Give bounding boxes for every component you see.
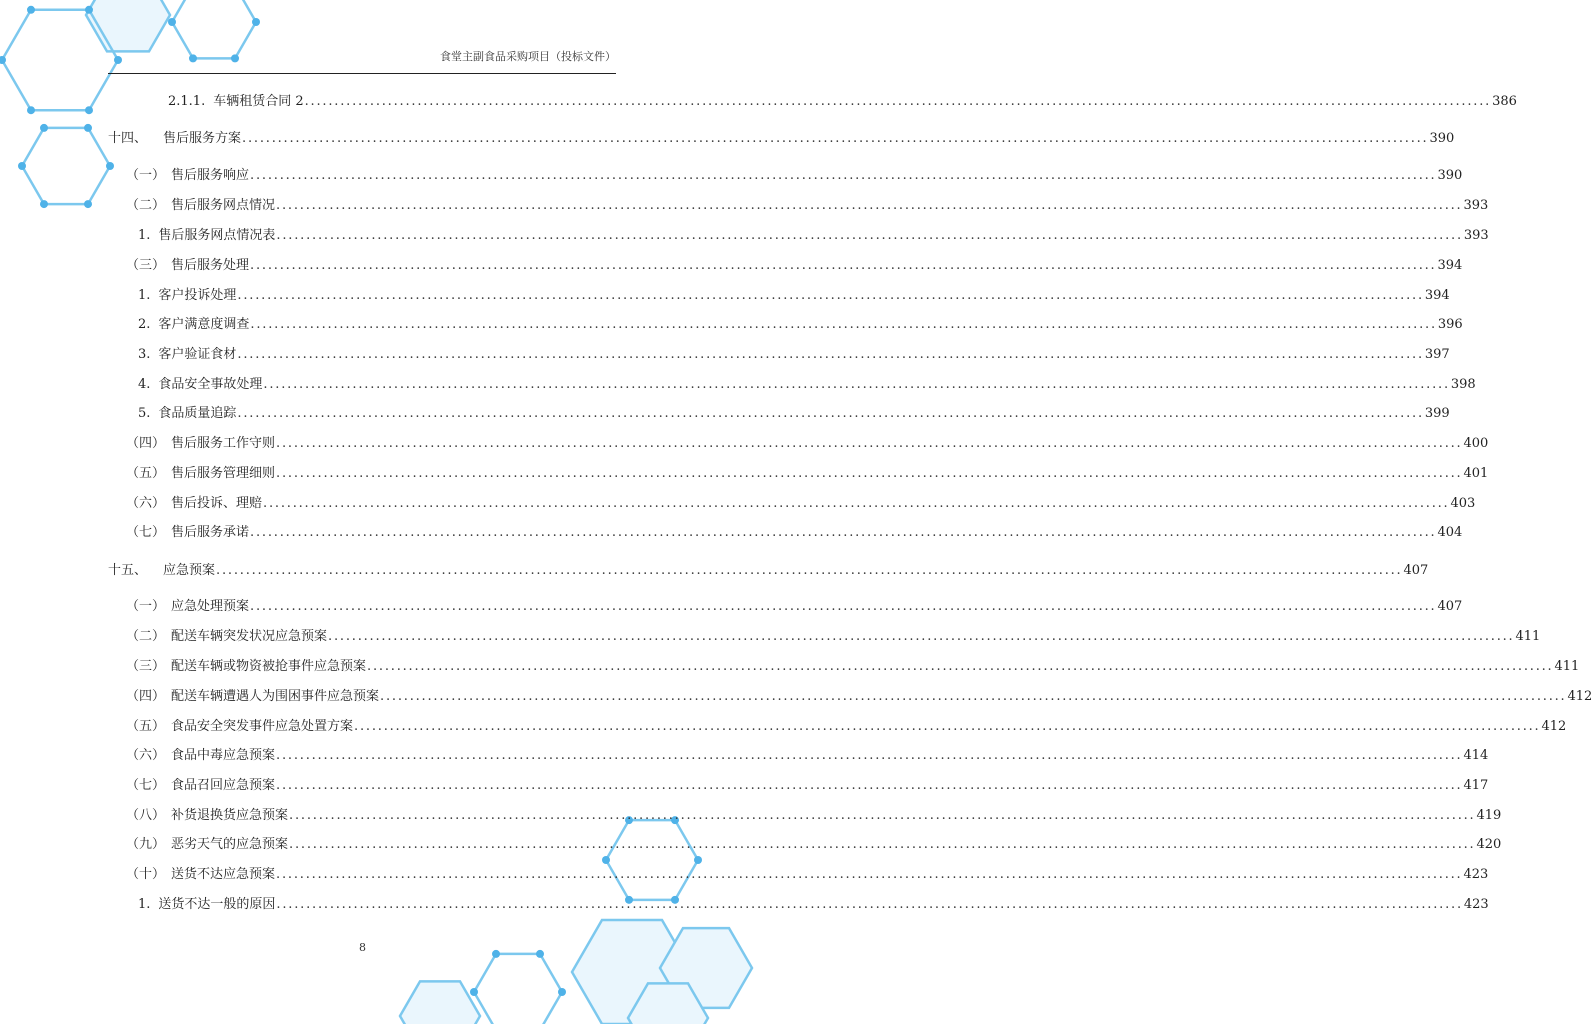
hexagon-node-dot [0, 56, 6, 64]
hexagon-node-dot [168, 18, 176, 26]
toc-dot-leader: ........................................................................................................................................................................................................ [380, 689, 1567, 704]
toc-entry[interactable] [126, 598, 1463, 616]
toc-entry-number: 1. [138, 228, 151, 243]
toc-entry-title: 售后投诉、理赔 [171, 496, 263, 511]
toc-entry-number: （一） [126, 168, 166, 183]
toc-entry[interactable] [126, 718, 1567, 736]
toc-entry-page: 394 [1437, 258, 1463, 273]
toc-dot-leader: ........................................................................................................................................................................................................ [250, 317, 1437, 332]
toc-entry-title: 售后服务管理细则 [171, 466, 276, 481]
toc-entry-number: （七） [126, 525, 166, 540]
toc-entry-page: 407 [1403, 563, 1429, 578]
toc-entry-title: 食品安全事故处理 [158, 377, 263, 392]
toc-entry-number: （三） [126, 659, 166, 674]
toc-entry[interactable] [126, 167, 1463, 185]
toc-dot-leader: ........................................................................................................................................................................................................ [354, 719, 1541, 734]
toc-dot-leader: ........................................................................................................................................................................................................ [250, 168, 1437, 183]
toc-entry[interactable] [126, 658, 1580, 676]
toc-entry-page: 390 [1429, 131, 1455, 146]
toc-entry-title: 客户投诉处理 [158, 288, 237, 303]
hexagon-node-dot [18, 162, 26, 170]
hexagon-node-dot [40, 124, 48, 132]
toc-dot-leader: ........................................................................................................................................................................................................ [250, 599, 1437, 614]
toc-entry[interactable] [138, 346, 1450, 364]
toc-entry-page: 396 [1437, 317, 1463, 332]
toc-entry-title: 售后服务方案 [163, 131, 242, 146]
hexagon-shape [474, 954, 562, 1024]
toc-entry-title: 配送车辆突发状况应急预案 [171, 629, 328, 644]
hexagon-node-dot [85, 106, 93, 114]
toc-dot-leader: ........................................................................................................................................................................................................ [289, 808, 1476, 823]
toc-entry[interactable] [126, 197, 1489, 215]
toc-entry-title: 售后服务网点情况 [171, 198, 276, 213]
toc-entry-page: 394 [1424, 288, 1450, 303]
toc-entry[interactable] [126, 524, 1463, 542]
toc-entry-title: 恶劣天气的应急预案 [171, 837, 289, 852]
toc-entry-page: 400 [1463, 436, 1489, 451]
toc-entry-page: 420 [1476, 837, 1502, 852]
toc-entry[interactable] [138, 896, 1489, 914]
toc-entry-page: 423 [1463, 897, 1489, 912]
toc-entry-number: （四） [126, 436, 166, 451]
toc-dot-leader: ........................................................................................................................................................................................................ [237, 347, 1424, 362]
page-header: 食堂主副食品采购项目（投标文件） [440, 50, 616, 63]
toc-entry[interactable] [168, 93, 1517, 111]
toc-entry-page: 412 [1541, 719, 1567, 734]
toc-entry-title: 售后服务响应 [171, 168, 250, 183]
toc-entry[interactable] [126, 807, 1502, 825]
toc-entry-page: 411 [1554, 659, 1580, 674]
toc-entry-number: 1. [138, 288, 151, 303]
toc-dot-leader: ........................................................................................................................................................................................................ [328, 629, 1515, 644]
hexagon-node-dot [84, 200, 92, 208]
toc-entry-title: 送货不达一般的原因 [158, 897, 276, 912]
toc-entry-number: （三） [126, 258, 166, 273]
hexagon-node-dot [27, 6, 35, 14]
toc-entry-number: （一） [126, 599, 166, 614]
toc-dot-leader: ........................................................................................................................................................................................................ [367, 659, 1554, 674]
toc-dot-leader: ........................................................................................................................................................................................................ [263, 377, 1450, 392]
toc-entry-page: 423 [1463, 867, 1489, 882]
toc-entry-title: 车辆租赁合同 2 [213, 94, 304, 109]
toc-entry-title: 售后服务处理 [171, 258, 250, 273]
toc-entry-page: 393 [1463, 228, 1489, 243]
toc-entry-number: （二） [126, 629, 166, 644]
hexagon-node-dot [85, 6, 93, 14]
toc-entry-number: （六） [126, 748, 166, 763]
toc-entry-title: 食品中毒应急预案 [171, 748, 276, 763]
toc-dot-leader: ........................................................................................................................................................................................................ [276, 466, 1463, 481]
toc-entry[interactable] [138, 287, 1450, 305]
toc-entry[interactable] [138, 316, 1463, 334]
hexagon-node-dot [40, 200, 48, 208]
toc-entry-number: （七） [126, 778, 166, 793]
toc-entry-number: 十五、 [108, 563, 148, 578]
toc-entry-title: 配送车辆或物资被抢事件应急预案 [171, 659, 367, 674]
toc-dot-leader: ........................................................................................................................................................................................................ [276, 778, 1463, 793]
toc-entry[interactable] [126, 435, 1489, 453]
toc-entry[interactable] [138, 405, 1450, 423]
toc-dot-leader: ........................................................................................................................................................................................................ [276, 228, 1463, 243]
toc-entry-page: 407 [1437, 599, 1463, 614]
toc-dot-leader: ........................................................................................................................................................................................................ [237, 406, 1424, 421]
header-rule [108, 73, 616, 74]
toc-entry-number: 十四、 [108, 131, 148, 146]
toc-entry[interactable] [126, 747, 1489, 765]
toc-entry-title: 售后服务承诺 [171, 525, 250, 540]
toc-entry-title: 售后服务网点情况表 [158, 228, 276, 243]
toc-entry-title: 应急处理预案 [171, 599, 250, 614]
toc-dot-leader: ........................................................................................................................................................................................................ [304, 94, 1492, 109]
hexagon-shape [606, 820, 698, 900]
page-number: 8 [359, 941, 366, 954]
toc-entry-page: 386 [1492, 94, 1517, 109]
toc-dot-leader: ........................................................................................................................................................................................................ [289, 837, 1476, 852]
toc-entry-number: 4. [138, 377, 151, 392]
toc-entry-number: （十） [126, 867, 166, 882]
toc-dot-leader: ........................................................................................................................................................................................................ [216, 563, 1403, 578]
toc-entry[interactable] [138, 376, 1476, 394]
toc-entry[interactable] [126, 688, 1592, 706]
hexagon-node-dot [602, 856, 610, 864]
toc-entry-page: 412 [1567, 689, 1592, 704]
toc-entry-number: 1. [138, 897, 151, 912]
hexagon-shape [22, 128, 110, 204]
toc-entry-title: 补货退换货应急预案 [171, 808, 289, 823]
toc-entry[interactable] [138, 227, 1489, 245]
toc-entry[interactable] [126, 836, 1502, 854]
toc-dot-leader: ........................................................................................................................................................................................................ [276, 867, 1463, 882]
toc-entry-page: 393 [1463, 198, 1489, 213]
toc-entry[interactable] [126, 257, 1463, 275]
toc-entry[interactable] [108, 562, 1429, 580]
toc-entry-number: 2. [138, 317, 151, 332]
toc-entry-title: 食品质量追踪 [158, 406, 237, 421]
toc-entry-page: 404 [1437, 525, 1463, 540]
hexagon-shape [400, 981, 480, 1024]
toc-entry[interactable] [126, 628, 1541, 646]
toc-dot-leader: ........................................................................................................................................................................................................ [250, 258, 1437, 273]
toc-dot-leader: ........................................................................................................................................................................................................ [237, 288, 1424, 303]
toc-entry-page: 414 [1463, 748, 1489, 763]
toc-entry[interactable] [126, 495, 1476, 513]
toc-entry-number: （六） [126, 496, 166, 511]
toc-dot-leader: ........................................................................................................................................................................................................ [276, 436, 1463, 451]
toc-entry[interactable] [126, 777, 1489, 795]
toc-entry-title: 售后服务工作守则 [171, 436, 276, 451]
toc-entry-page: 417 [1463, 778, 1489, 793]
hexagon-node-dot [106, 162, 114, 170]
toc-entry-title: 应急预案 [163, 563, 216, 578]
toc-dot-leader: ........................................................................................................................................................................................................ [276, 748, 1463, 763]
toc-dot-leader: ........................................................................................................................................................................................................ [263, 496, 1450, 511]
toc-entry-number: （二） [126, 198, 166, 213]
toc-entry-title: 配送车辆遭遇人为围困事件应急预案 [171, 689, 380, 704]
hexagon-node-dot [84, 124, 92, 132]
toc-dot-leader: ........................................................................................................................................................................................................ [276, 198, 1463, 213]
toc-entry[interactable] [126, 866, 1489, 884]
hexagon-node-dot [27, 106, 35, 114]
hexagon-node-dot [558, 988, 566, 996]
toc-entry[interactable] [108, 130, 1455, 148]
toc-entry-page: 419 [1476, 808, 1502, 823]
toc-entry[interactable] [126, 465, 1489, 483]
toc-entry-page: 397 [1424, 347, 1450, 362]
toc-entry-page: 398 [1450, 377, 1476, 392]
toc-dot-leader: ........................................................................................................................................................................................................ [276, 897, 1463, 912]
hexagon-node-dot [470, 988, 478, 996]
toc-dot-leader: ........................................................................................................................................................................................................ [250, 525, 1437, 540]
toc-entry-number: 3. [138, 347, 151, 362]
toc-entry-number: （五） [126, 466, 166, 481]
toc-entry-title: 食品安全突发事件应急处置方案 [171, 719, 354, 734]
toc-entry-page: 401 [1463, 466, 1489, 481]
toc-entry-page: 390 [1437, 168, 1463, 183]
hexagon-node-dot [252, 18, 260, 26]
toc-entry-page: 403 [1450, 496, 1476, 511]
toc-entry-title: 食品召回应急预案 [171, 778, 276, 793]
toc-entry-number: 5. [138, 406, 151, 421]
toc-entry-number: （九） [126, 837, 166, 852]
toc-entry-page: 411 [1515, 629, 1541, 644]
toc-dot-leader: ........................................................................................................................................................................................................ [242, 131, 1429, 146]
toc-entry-number: （五） [126, 719, 166, 734]
toc-entry-number: 2.1.1. [168, 94, 206, 109]
toc-entry-number: （八） [126, 808, 166, 823]
toc-entry-title: 客户验证食材 [158, 347, 237, 362]
toc-entry-title: 客户满意度调查 [158, 317, 250, 332]
toc-entry-number: （四） [126, 689, 166, 704]
toc-entry-title: 送货不达应急预案 [171, 867, 276, 882]
toc-entry-page: 399 [1424, 406, 1450, 421]
hexagon-node-dot [694, 856, 702, 864]
